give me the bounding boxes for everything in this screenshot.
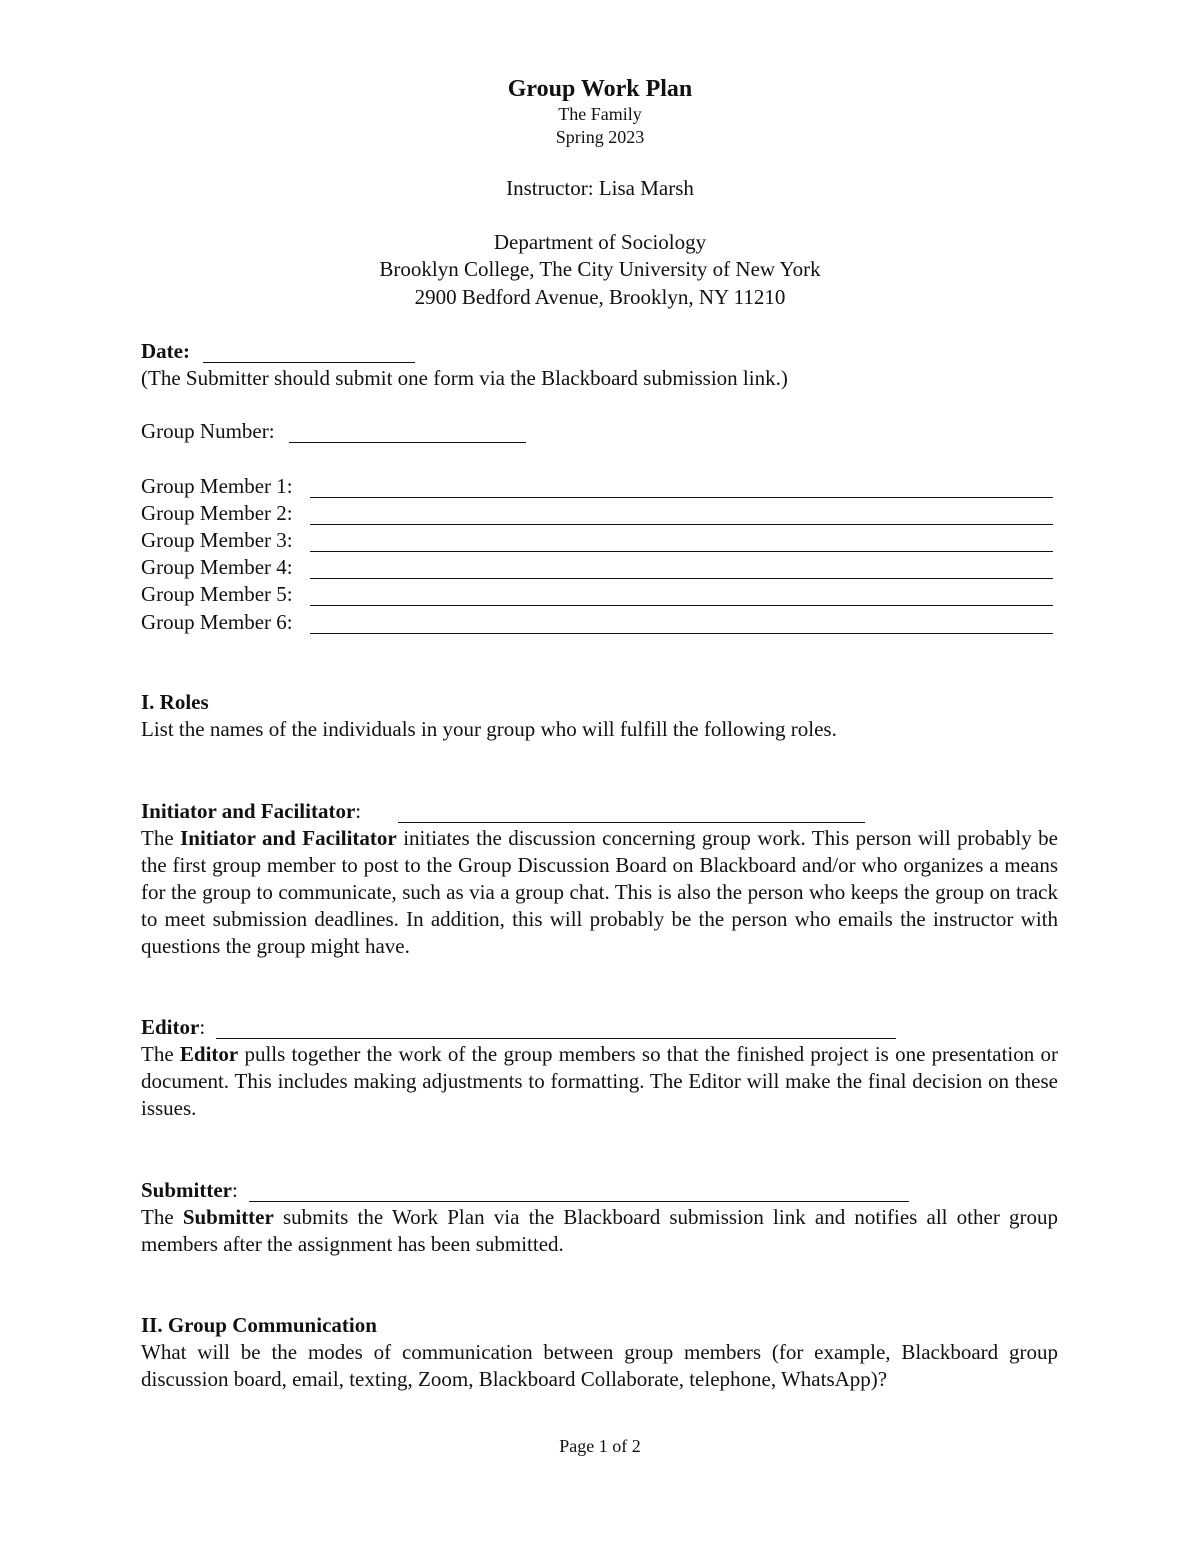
course-name: The Family xyxy=(558,104,642,124)
editor-label: Editor xyxy=(141,1015,200,1039)
submitter-field[interactable] xyxy=(249,1201,909,1202)
initiator-label: Initiator and Facilitator xyxy=(141,799,356,823)
group-number-field[interactable] xyxy=(289,442,526,443)
initiator-desc-bold: Initiator and Facilitator xyxy=(180,826,397,850)
submitter-desc-lead: The xyxy=(141,1205,183,1229)
group-member-label: Group Member 1: xyxy=(141,474,293,498)
submitter-desc-text: submits the Work Plan via the Blackboard submission link and notifies all other group members after the assignment has been submitted. xyxy=(141,1205,1058,1256)
department: Department of Sociology xyxy=(493,230,707,254)
initiator-colon: : xyxy=(355,799,362,823)
group-member-field[interactable] xyxy=(310,497,1053,498)
editor-desc-lead: The xyxy=(141,1042,180,1066)
group-member-field[interactable] xyxy=(310,605,1053,606)
editor-description xyxy=(141,1041,1058,1122)
initiator-desc-lead: The xyxy=(141,826,181,850)
submitter-label: Submitter xyxy=(141,1178,232,1202)
group-member-label: Group Member 5: xyxy=(141,582,293,606)
group-member-label: Group Member 2: xyxy=(141,501,293,525)
editor-colon: : xyxy=(199,1015,206,1039)
group-member-field[interactable] xyxy=(310,578,1053,579)
communication-heading: II. Group Communication xyxy=(141,1313,377,1337)
date-note: (The Submitter should submit one form via the Blackboard submission link.) xyxy=(141,366,788,390)
group-member-field[interactable] xyxy=(310,551,1053,552)
initiator-field[interactable] xyxy=(398,822,865,823)
editor-field[interactable] xyxy=(216,1038,896,1039)
submitter-label-line xyxy=(141,1177,238,1204)
submitter-colon: : xyxy=(232,1178,238,1202)
group-member-field[interactable] xyxy=(310,524,1053,525)
roles-intro: List the names of the individuals in your group who will fulfill the following roles. xyxy=(141,717,837,741)
date-field[interactable] xyxy=(203,362,415,363)
initiator-description xyxy=(141,825,1058,960)
group-member-label: Group Member 4: xyxy=(141,555,293,579)
document-title: Group Work Plan xyxy=(507,76,693,102)
instructor: Instructor: Lisa Marsh xyxy=(506,176,694,200)
college: Brooklyn College, The City University of New York xyxy=(379,257,821,281)
editor-label-line xyxy=(141,1014,205,1041)
group-member-label: Group Member 3: xyxy=(141,528,293,552)
group-member-label: Group Member 6: xyxy=(141,610,293,634)
initiator-desc-text: initiates the discussion concerning group work. This person will probably be the first group member to post to the Group Discussion Board on Blackboard and/or who organizes a means for the group to communicate, such as via a group chat. This is also the person who keeps the group on track to meet submission deadlines. In addition, this will probably be the person who emails the instructor with questions the group might have. xyxy=(141,826,1059,958)
roles-heading: I. Roles xyxy=(141,690,209,714)
group-number-label: Group Number: xyxy=(141,419,275,443)
submitter-desc-bold: Submitter xyxy=(182,1205,274,1229)
communication-text: What will be the modes of communication between group members (for example, Blackboard group discussion board, email, texting, Zoom, Blackboard Collaborate, telephone, WhatsApp)? xyxy=(141,1340,1058,1391)
page-number: Page 1 of 2 xyxy=(559,1436,641,1456)
date-label: Date: xyxy=(141,339,190,363)
address: 2900 Bedford Avenue, Brooklyn, NY 11210 xyxy=(414,285,786,309)
editor-desc-text: pulls together the work of the group members so that the finished project is one presentation or document. This includes making adjustments to formatting. The Editor will make the final decision on these issues. xyxy=(141,1042,1058,1120)
editor-desc-bold: Editor xyxy=(179,1042,239,1066)
initiator-label-line xyxy=(141,798,361,825)
submitter-description xyxy=(141,1204,1058,1258)
group-member-field[interactable] xyxy=(310,633,1053,634)
term: Spring 2023 xyxy=(555,127,645,147)
